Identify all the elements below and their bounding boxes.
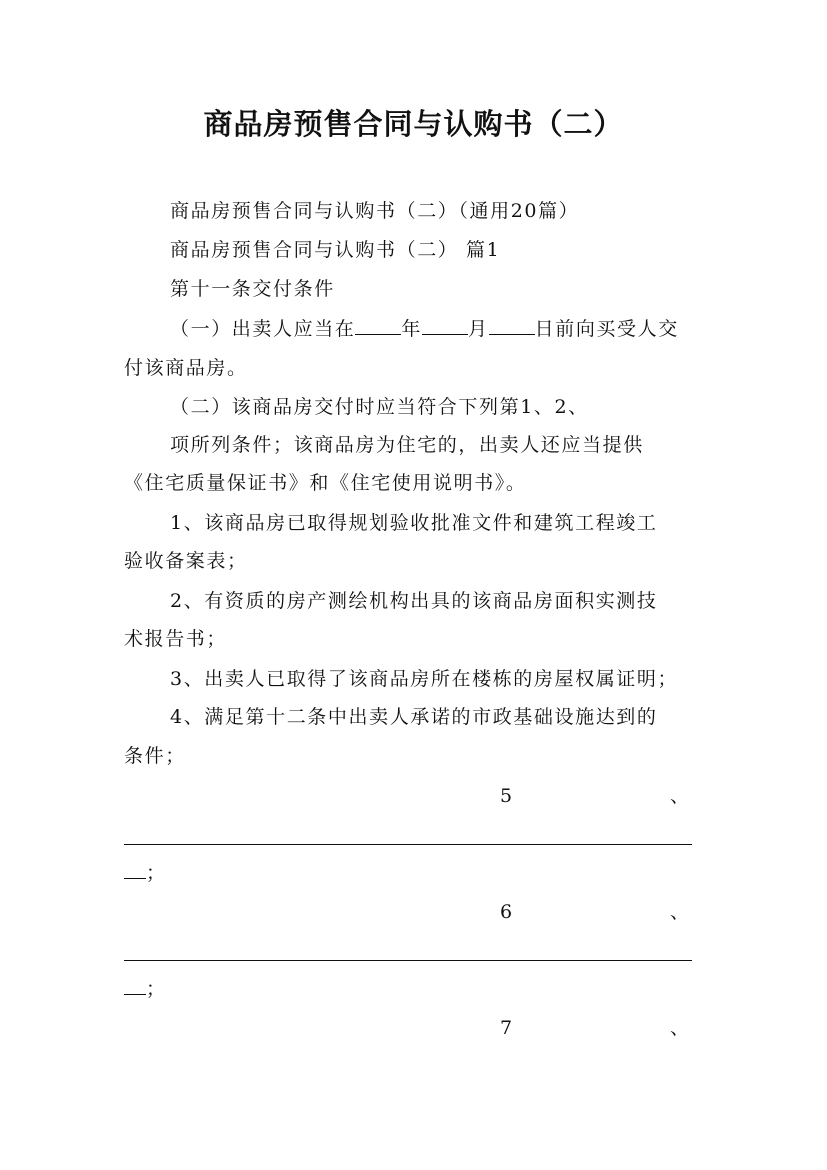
month-blank[interactable] [422, 316, 468, 335]
clause-heading: 第十一条交付条件 [170, 278, 335, 300]
section-heading: 商品房预售合同与认购书（二） 篇1 [170, 239, 501, 261]
condition-item: 3、出卖人已取得了该商品房所在楼栋的房屋权属证明； [170, 668, 679, 690]
condition-item: 4、满足第十二条中出卖人承诺的市政基础设施达到的 [170, 706, 658, 728]
document-title: 商品房预售合同与认购书（二） [203, 107, 624, 141]
fill-in-short-blank[interactable] [124, 860, 146, 879]
clause-text: 月 [468, 318, 489, 340]
fill-in-tail [124, 860, 165, 886]
clause-text: （一）出卖人应当在 [170, 318, 356, 340]
fill-in-tail [124, 976, 165, 1002]
condition-item: 验收备案表； [124, 550, 248, 572]
item-number: 5 [500, 785, 513, 807]
clause-text: 项所列条件；该商品房为住宅的，出卖人还应当提供 [170, 434, 644, 456]
item-mark: 、 [669, 901, 689, 923]
item-number: 7 [500, 1017, 513, 1039]
condition-item: 术报告书； [124, 628, 228, 650]
item-mark: 、 [669, 785, 689, 807]
clause-text: 年 [401, 318, 423, 340]
day-blank[interactable] [489, 316, 535, 335]
condition-item: 2、有资质的房产测绘机构出具的该商品房面积实测技 [170, 590, 658, 612]
year-blank[interactable] [355, 316, 401, 335]
item-number: 6 [500, 901, 513, 923]
condition-item: 条件； [124, 745, 186, 767]
subtitle-line: 商品房预售合同与认购书（二）（通用20篇） [170, 200, 580, 222]
fill-in-short-blank[interactable] [124, 976, 146, 995]
fill-in-line[interactable] [124, 844, 692, 845]
clause-paragraph [170, 316, 679, 342]
fill-in-line[interactable] [124, 960, 692, 961]
item-end: ； [146, 862, 166, 884]
condition-item: 1、该商品房已取得规划验收批准文件和建筑工程竣工 [170, 512, 658, 534]
clause-text: （二）该商品房交付时应当符合下列第1、2、 [170, 396, 589, 418]
item-end: ； [146, 978, 166, 1000]
clause-text: 《住宅质量保证书》和《住宅使用说明书》。 [124, 472, 527, 494]
clause-text: 日前向买受人交 [534, 318, 679, 340]
clause-text: 付该商品房。 [124, 357, 248, 379]
item-mark: 、 [669, 1017, 689, 1039]
